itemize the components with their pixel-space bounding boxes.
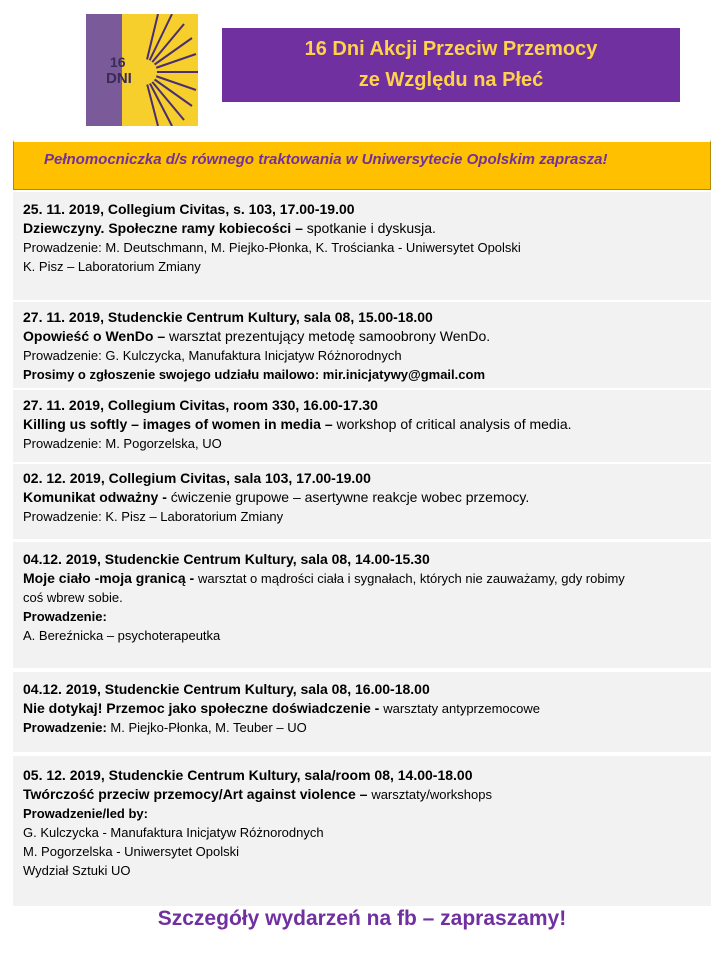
event-title-line — [23, 785, 701, 804]
event-card — [13, 756, 711, 906]
invitation-banner — [13, 140, 711, 190]
event-info: G. Kulczycka - Manufaktura Inicjatyw Różnorodnych — [23, 825, 324, 840]
page-title — [222, 28, 680, 102]
event-card — [13, 192, 711, 300]
event-card — [13, 390, 711, 462]
event-title-line — [23, 488, 701, 507]
invitation-text: Pełnomocniczka d/s równego traktowania w Uniwersytecie Opolskim zaprasza! — [44, 151, 608, 168]
event-description: warsztat prezentujący metodę samoobrony WenDo. — [169, 328, 491, 344]
event-title-line — [23, 699, 701, 718]
event-info: Prowadzenie: M. Pogorzelska, UO — [23, 436, 222, 451]
event-info: Prowadzenie: M. Deutschmann, M. Piejko-Płonka, K. Trościanka - Uniwersytet Opolski — [23, 240, 521, 255]
event-card — [13, 464, 711, 539]
title-line-1: 16 Dni Akcji Przeciw Przemocy — [304, 38, 598, 60]
event-info: Prowadzenie: G. Kulczycka, Manufaktura Inicjatyw Różnorodnych — [23, 348, 402, 363]
event-date: 25. 11. 2019, Collegium Civitas, s. 103, 17.00-19.00 — [23, 201, 355, 217]
event-info — [23, 718, 701, 737]
logo-16-dni — [86, 14, 198, 126]
event-title: Komunikat odważny - — [23, 489, 171, 505]
event-info: Prowadzenie: K. Pisz – Laboratorium Zmiany — [23, 509, 284, 524]
event-title: Opowieść o WenDo – — [23, 328, 169, 344]
event-title: Killing us softly – images of women in media – — [23, 416, 337, 432]
event-title: Nie dotykaj! Przemoc jako społeczne doświadczenie - — [23, 700, 384, 716]
footer-text: Szczegóły wydarzeń na fb – zapraszamy! — [157, 907, 567, 930]
event-title-line — [23, 219, 701, 238]
event-hosts: M. Piejko-Płonka, M. Teuber – UO — [106, 720, 307, 735]
event-card — [13, 542, 711, 668]
event-title-line — [23, 327, 701, 346]
event-date: 04.12. 2019, Studenckie Centrum Kultury, sala 08, 14.00-15.30 — [23, 551, 430, 567]
event-info: Wydział Sztuki UO — [23, 863, 131, 878]
event-card — [13, 672, 711, 752]
event-date: 04.12. 2019, Studenckie Centrum Kultury, sala 08, 16.00-18.00 — [23, 681, 430, 697]
event-description: warsztaty antyprzemocowe — [383, 701, 541, 716]
event-host-label: Prowadzenie: — [23, 720, 107, 735]
event-date: 27. 11. 2019, Collegium Civitas, room 330, 16.00-17.30 — [23, 397, 378, 413]
event-host-label: Prowadzenie/led by: — [23, 806, 148, 821]
event-date: 02. 12. 2019, Collegium Civitas, sala 103, 17.00-19.00 — [23, 470, 371, 486]
event-description: spotkanie i dyskusja. — [306, 220, 436, 236]
event-description: workshop of critical analysis of media. — [336, 416, 572, 432]
event-info: M. Pogorzelska - Uniwersytet Opolski — [23, 844, 240, 859]
event-description: warsztaty/workshops — [371, 787, 492, 802]
event-host-label: Prowadzenie: — [23, 609, 107, 624]
event-description-cont: coś wbrew sobie. — [23, 590, 123, 605]
event-registration-note: Prosimy o zgłoszenie swojego udziału mailowo: mir.inicjatywy@gmail.com — [23, 367, 486, 382]
event-description: warsztat o mądrości ciała i sygnałach, których nie zauważamy, gdy robimy — [198, 571, 625, 586]
event-card — [13, 302, 711, 388]
event-title-line — [23, 569, 701, 588]
event-title: Dziewczyny. Społeczne ramy kobiecości – — [23, 220, 307, 236]
sunburst-icon — [86, 14, 198, 126]
event-description: ćwiczenie grupowe – asertywne reakcje wobec przemocy. — [170, 489, 530, 505]
event-title: Twórczość przeciw przemocy/Art against violence – — [23, 786, 372, 802]
event-title: Moje ciało -moja granicą - — [23, 570, 199, 586]
event-date: 27. 11. 2019, Studenckie Centrum Kultury, sala 08, 15.00-18.00 — [23, 309, 433, 325]
event-info: K. Pisz – Laboratorium Zmiany — [23, 259, 201, 274]
event-date: 05. 12. 2019, Studenckie Centrum Kultury, sala/room 08, 14.00-18.00 — [23, 767, 473, 783]
title-line-2: ze Względu na Płeć — [358, 69, 544, 91]
logo-number: 16 — [110, 54, 126, 70]
logo-word: DNI — [106, 70, 132, 87]
event-title-line — [23, 415, 701, 434]
event-info: A. Bereźnicka – psychoterapeutka — [23, 628, 221, 643]
